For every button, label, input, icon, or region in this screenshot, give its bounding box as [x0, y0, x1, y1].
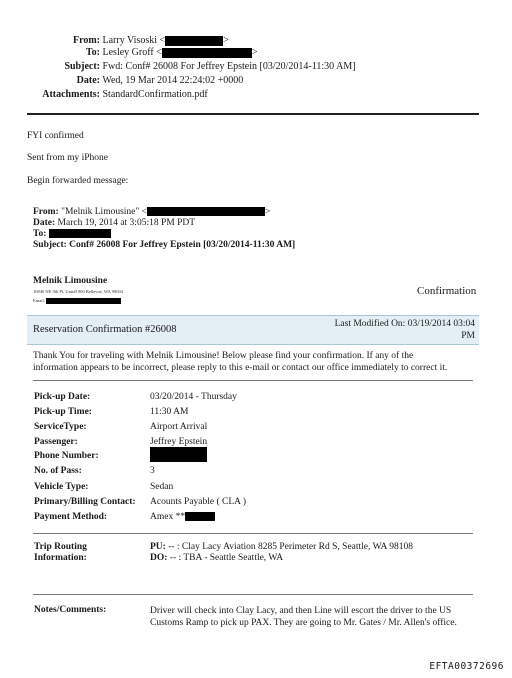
detail-label-vehicle-type: Vehicle Type:: [34, 482, 89, 492]
company-address: 10840 NE 9th Pl, Unit#1900 Bellevue, WA 98004: [33, 289, 124, 294]
from-label: From:: [72, 35, 100, 46]
detail-label-billing-contact: Primary/Billing Contact:: [34, 497, 136, 507]
company-email-row: [33, 298, 121, 304]
detail-value-billing-contact: Acounts Payable ( CLA ): [150, 497, 247, 507]
email-from-row: [30, 35, 229, 47]
email-attachments-row: [30, 89, 208, 101]
trip-routing-label: [34, 542, 87, 564]
date-value: Wed, 19 Mar 2014 22:24:02 +0000: [102, 75, 244, 86]
section-divider: [33, 533, 473, 534]
fwd-to-label: To:: [33, 229, 47, 239]
body-line-sent-from: Sent from my iPhone: [27, 153, 109, 163]
fwd-to-row: [33, 229, 111, 240]
section-divider: [33, 594, 473, 595]
section-divider: [33, 380, 473, 381]
body-line-fyi: FYI confirmed: [27, 131, 84, 141]
detail-label-pickup-date: Pick-up Date:: [34, 392, 91, 402]
subject-value: Fwd: Conf# 26008 For Jeffrey Epstein [03/20/2014-11:30 AM]: [102, 61, 356, 72]
detail-value-num-pass: 3: [150, 466, 155, 476]
pickup-label: PU:: [150, 542, 166, 552]
fwd-subject-label: Subject:: [33, 240, 67, 250]
notes-label: Notes/Comments:: [34, 605, 107, 615]
intro-line1: Thank You for traveling with Melnik Limousine! Below please find your confirmation. If any of the: [33, 351, 414, 361]
redaction-bar: [150, 447, 207, 462]
redaction-bar: [185, 512, 215, 521]
trip-routing-label-line1: Trip Routing: [34, 542, 87, 552]
fwd-from-label: From:: [33, 207, 59, 217]
to-label: To:: [85, 47, 100, 58]
email-subject-row: [30, 61, 356, 73]
body-line-forwarded: Begin forwarded message:: [27, 176, 129, 186]
from-value: Larry Visoski <: [102, 35, 166, 46]
last-modified-line2: PM: [461, 331, 475, 341]
detail-label-num-pass: No. of Pass:: [34, 466, 82, 476]
pickup-value: -- : Clay Lacy Aviation 8285 Perimeter Rd S, Seattle, WA 98108: [165, 542, 413, 552]
detail-label-service-type: ServiceType:: [34, 422, 87, 432]
intro-text: [33, 350, 447, 374]
attachments-label: Attachments:: [42, 89, 100, 100]
redaction-bar: [147, 207, 265, 216]
fwd-from-value: "Melnik Limousine" <: [61, 207, 148, 217]
attachments-link[interactable]: StandardConfirmation.pdf: [102, 89, 208, 100]
fwd-from-row: [33, 207, 270, 218]
fwd-from-tail: >: [265, 207, 271, 217]
fwd-date-row: [33, 218, 195, 229]
fwd-subject-value: Conf# 26008 For Jeffrey Epstein [03/20/2014-11:30 AM]: [69, 240, 296, 250]
payment-method-text: Amex **: [150, 512, 186, 522]
trip-routing-label-line2: Information:: [34, 553, 87, 563]
last-modified-line1: Last Modified On: 03/19/2014 03:04: [334, 319, 475, 329]
dropoff-value: -- : TBA - Seattle Seattle, WA: [167, 553, 284, 563]
redaction-bar: [49, 229, 111, 238]
notes-line1: Driver will check into Clay Lacy, and then Line will escort the driver to the US: [150, 606, 452, 616]
detail-value-passenger: Jeffrey Epstein: [150, 437, 208, 447]
fwd-date-value: March 19, 2014 at 3:05:18 PM PDT: [57, 218, 196, 228]
detail-label-phone: Phone Number:: [34, 451, 99, 461]
detail-value-payment-method: [150, 512, 215, 522]
fwd-subject-row: [33, 240, 295, 251]
subject-label: Subject:: [64, 61, 100, 72]
date-label: Date:: [76, 75, 100, 86]
intro-line2: information appears to be incorrect, please reply to this e-mail or contact our office immediately to correct it.: [33, 363, 448, 373]
fwd-date-label: Date:: [33, 218, 56, 228]
detail-label-passenger: Passenger:: [34, 437, 78, 447]
redaction-bar: [46, 298, 121, 304]
email-date-row: [30, 75, 243, 87]
to-value: Lesley Groff <: [102, 47, 162, 58]
company-name: Melnik Limousine: [33, 276, 108, 286]
from-tail: >: [223, 35, 229, 46]
header-divider: [27, 113, 479, 115]
document-id: EFTA00372696: [429, 661, 504, 672]
to-tail: >: [251, 47, 258, 58]
notes-text: [150, 605, 457, 629]
redaction-bar: [162, 48, 252, 58]
detail-value-pickup-time: 11:30 AM: [150, 407, 189, 417]
trip-routing-values: [150, 542, 413, 564]
dropoff-row: [150, 553, 413, 564]
document-title: Confirmation: [417, 285, 477, 297]
detail-label-payment-method: Payment Method:: [34, 512, 108, 522]
company-email-label: Email:: [33, 298, 45, 304]
detail-value-service-type: Airport Arrival: [150, 422, 208, 432]
notes-line2: Customs Ramp to pick up PAX. They are going to Mr. Gates / Mr. Allen's office.: [150, 618, 457, 628]
detail-label-pickup-time: Pick-up Time:: [34, 407, 92, 417]
reservation-title: Reservation Confirmation #26008: [33, 324, 177, 335]
last-modified: [335, 318, 475, 342]
detail-value-vehicle-type: Sedan: [150, 482, 174, 492]
detail-value-pickup-date: 03/20/2014 - Thursday: [150, 392, 237, 402]
email-to-row: [30, 47, 257, 59]
dropoff-label: DO:: [150, 553, 168, 563]
reservation-bar: [27, 315, 479, 345]
redaction-bar: [165, 36, 223, 46]
pickup-row: [150, 542, 413, 553]
